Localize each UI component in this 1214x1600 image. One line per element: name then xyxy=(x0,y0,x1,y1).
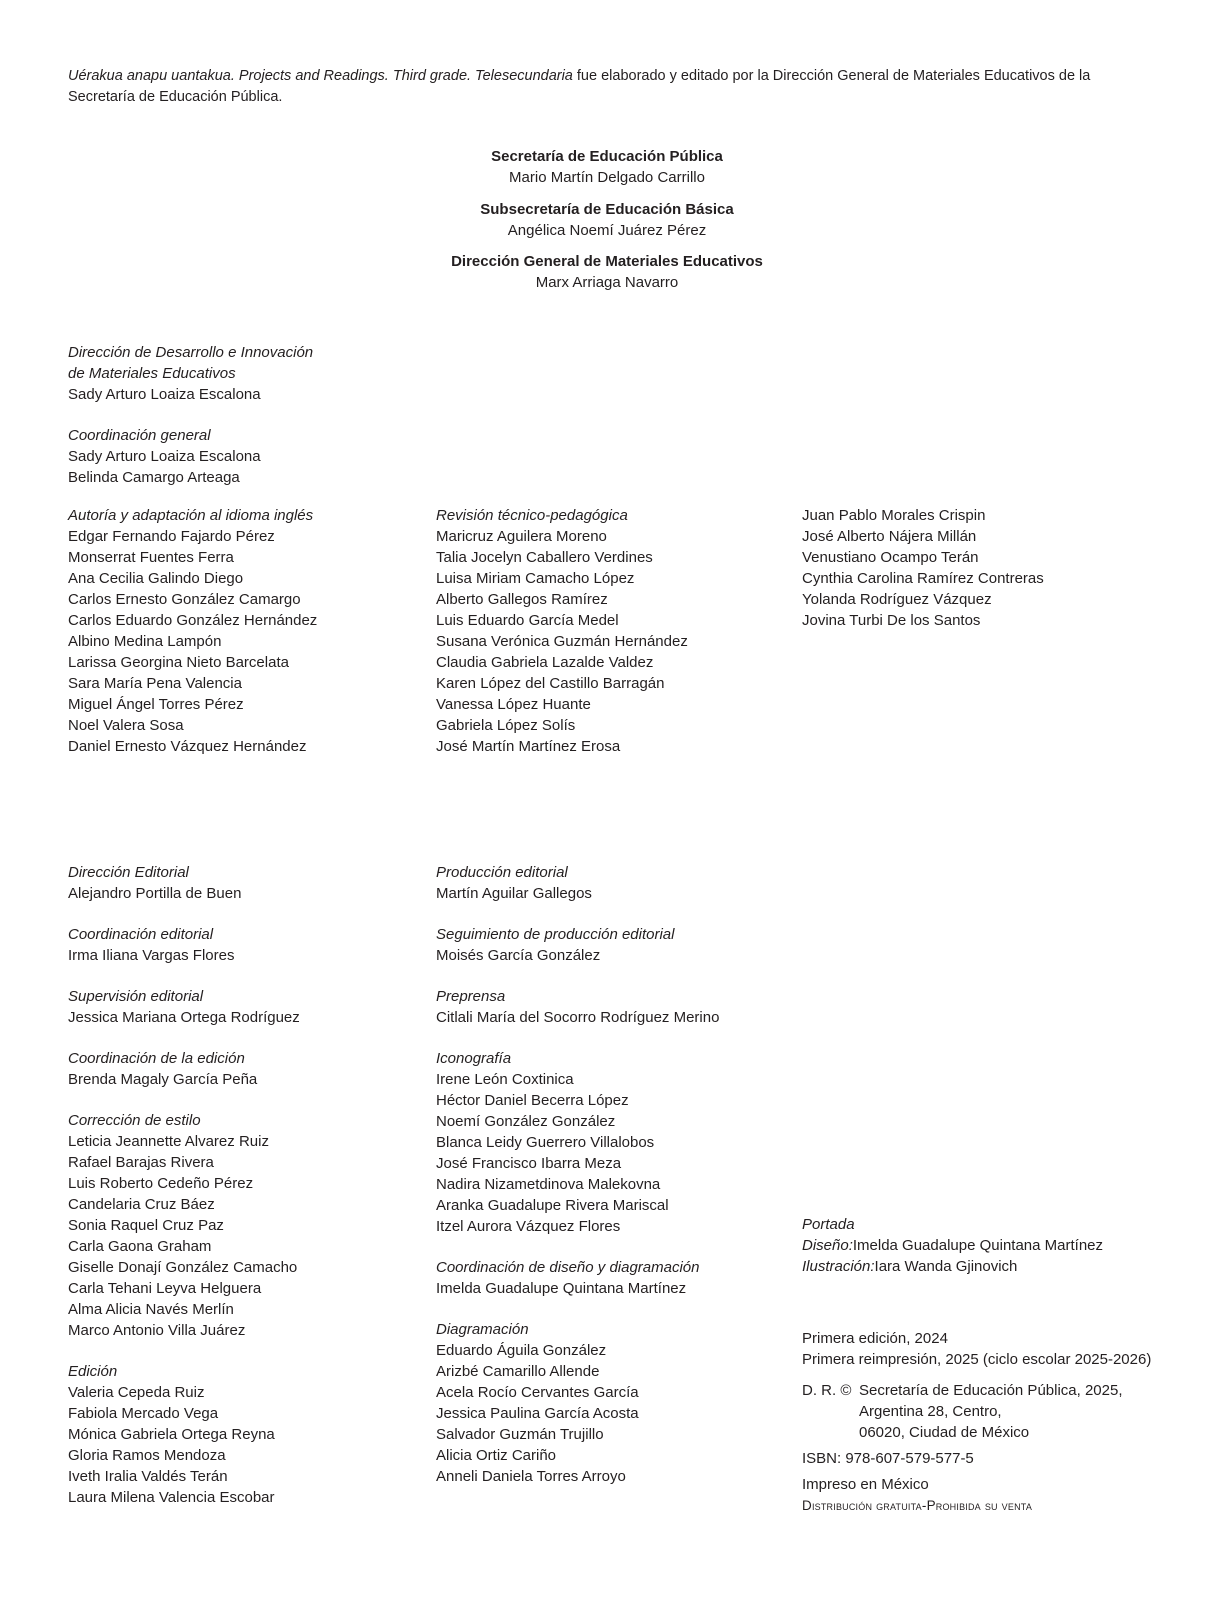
copyright-label: D. R. © xyxy=(802,1382,852,1399)
credit-name: Laura Milena Valencia Escobar xyxy=(68,1489,275,1506)
credit-label: Supervisión editorial xyxy=(68,988,204,1005)
credit-label: Coordinación general xyxy=(68,427,211,444)
credit-group xyxy=(68,862,418,904)
credit-name: Monserrat Fuentes Ferra xyxy=(68,549,234,566)
credit-group xyxy=(68,342,398,405)
credit-label: Diagramación xyxy=(436,1321,529,1338)
credit-name: Sady Arturo Loaiza Escalona xyxy=(68,386,261,403)
credit-label: Revisión técnico-pedagógica xyxy=(436,507,628,524)
credit-name: Anneli Daniela Torres Arroyo xyxy=(436,1468,626,1485)
credit-name: Eduardo Águila González xyxy=(436,1342,607,1359)
credit-label: Dirección de Desarrollo e Innovación xyxy=(68,344,314,361)
credit-label: de Materiales Educativos xyxy=(68,365,236,382)
credit-name: Giselle Donají González Camacho xyxy=(68,1259,298,1276)
credit-label: Coordinación editorial xyxy=(68,926,214,943)
credit-group xyxy=(68,1110,418,1341)
credit-name: Irma Iliana Vargas Flores xyxy=(68,947,235,964)
credit-name: Marco Antonio Villa Juárez xyxy=(68,1322,246,1339)
credit-name: Héctor Daniel Becerra López xyxy=(436,1092,629,1109)
credit-name: Moisés García González xyxy=(436,947,601,964)
credit-label: Dirección Editorial xyxy=(68,864,189,881)
book-title: Uérakua anapu uantakua. Projects and Readings. Third grade. Telesecundaria xyxy=(68,68,573,84)
credit-name: Vanessa López Huante xyxy=(436,696,591,713)
credit-name: Gabriela López Solís xyxy=(436,717,576,734)
credit-name: Alejandro Portilla de Buen xyxy=(68,885,242,902)
credit-name: Juan Pablo Morales Crispin xyxy=(802,507,986,524)
credit-name: Yolanda Rodríguez Vázquez xyxy=(802,591,992,608)
credit-group xyxy=(436,924,796,966)
reprint: Primera reimpresión, 2025 (ciclo escolar 2025-2026) xyxy=(802,1351,1152,1368)
credit-label: Seguimiento de producción editorial xyxy=(436,926,675,943)
edition-info xyxy=(802,1328,1182,1516)
credit-name: Arizbé Camarillo Allende xyxy=(436,1363,600,1380)
credit-name: Fabiola Mercado Vega xyxy=(68,1405,219,1422)
credit-name: Gloria Ramos Mendoza xyxy=(68,1447,226,1464)
copyright-line: Secretaría de Educación Pública, 2025, xyxy=(859,1382,1123,1399)
isbn: ISBN: 978-607-579-577-5 xyxy=(802,1450,974,1467)
credit-name: Cynthia Carolina Ramírez Contreras xyxy=(802,570,1044,587)
credit-name: Mónica Gabriela Ortega Reyna xyxy=(68,1426,275,1443)
top-left-credits xyxy=(68,342,398,508)
official-dgme xyxy=(0,251,1214,293)
credit-name: Albino Medina Lampón xyxy=(68,633,222,650)
cover-design xyxy=(802,1235,1182,1256)
copyright-block xyxy=(802,1380,1182,1443)
credit-label: Autoría y adaptación al idioma inglés xyxy=(68,507,314,524)
credit-name: Edgar Fernando Fajardo Pérez xyxy=(68,528,275,545)
review-column xyxy=(436,505,786,757)
editorial-column xyxy=(68,862,418,1528)
credit-group xyxy=(436,1048,796,1237)
credit-name: Sonia Raquel Cruz Paz xyxy=(68,1217,224,1234)
credit-name: Leticia Jeannette Alvarez Ruiz xyxy=(68,1133,269,1150)
credit-name: Jovina Turbi De los Santos xyxy=(802,612,981,629)
credit-name: Citlali María del Socorro Rodríguez Merino xyxy=(436,1009,720,1026)
official-heading: Subsecretaría de Educación Básica xyxy=(480,201,734,218)
credit-name: Larissa Georgina Nieto Barcelata xyxy=(68,654,289,671)
credit-label: Iconografía xyxy=(436,1050,512,1067)
intro-paragraph xyxy=(68,66,1148,108)
credit-name: José Francisco Ibarra Meza xyxy=(436,1155,622,1172)
distribution-notice: Distribución gratuita-Prohibida su venta xyxy=(802,1498,1033,1513)
intro-text: fue elaborado y editado por la Dirección General de Materiales Educativos de la Secretaría de Educación Pública. xyxy=(68,68,1091,105)
credit-name: Brenda Magaly García Peña xyxy=(68,1071,258,1088)
credit-name: Acela Rocío Cervantes García xyxy=(436,1384,639,1401)
credit-name: Iara Wanda Gjinovich xyxy=(874,1258,1018,1275)
copyright-line: Argentina 28, Centro, xyxy=(859,1403,1002,1420)
credit-group xyxy=(68,924,418,966)
printed-in: Impreso en México xyxy=(802,1476,929,1493)
credit-name: Luisa Miriam Camacho López xyxy=(436,570,635,587)
credit-name: Carlos Ernesto González Camargo xyxy=(68,591,301,608)
cover-credits xyxy=(802,1214,1182,1277)
credit-name: Noemí González González xyxy=(436,1113,616,1130)
credit-name: Martín Aguilar Gallegos xyxy=(436,885,592,902)
official-seb xyxy=(0,199,1214,241)
credit-name: Blanca Leidy Guerrero Villalobos xyxy=(436,1134,655,1151)
credit-name: Aranka Guadalupe Rivera Mariscal xyxy=(436,1197,669,1214)
credit-label: Corrección de estilo xyxy=(68,1112,201,1129)
credit-group xyxy=(68,1048,418,1090)
credit-name: Nadira Nizametdinova Malekovna xyxy=(436,1176,661,1193)
credit-label: Producción editorial xyxy=(436,864,568,881)
credit-name: Alicia Ortiz Cariño xyxy=(436,1447,557,1464)
credit-name: Susana Verónica Guzmán Hernández xyxy=(436,633,688,650)
credit-label: Coordinación de la edición xyxy=(68,1050,245,1067)
credit-name: Sady Arturo Loaiza Escalona xyxy=(68,448,261,465)
credit-label: Edición xyxy=(68,1363,118,1380)
credit-name: Talia Jocelyn Caballero Verdines xyxy=(436,549,653,566)
credit-name: Luis Roberto Cedeño Pérez xyxy=(68,1175,254,1192)
credit-name: Karen López del Castillo Barragán xyxy=(436,675,665,692)
official-name: Angélica Noemí Juárez Pérez xyxy=(507,222,707,239)
production-column xyxy=(436,862,796,1507)
credit-name: Jessica Mariana Ortega Rodríguez xyxy=(68,1009,300,1026)
credit-name: Noel Valera Sosa xyxy=(68,717,184,734)
credit-group xyxy=(436,1257,796,1299)
credit-name: Alma Alicia Navés Merlín xyxy=(68,1301,234,1318)
credit-group xyxy=(436,862,796,904)
credit-name: Jessica Paulina García Acosta xyxy=(436,1405,639,1422)
official-name: Marx Arriaga Navarro xyxy=(535,274,679,291)
credit-label: Diseño: xyxy=(802,1237,853,1254)
credit-name: José Martín Martínez Erosa xyxy=(436,738,621,755)
credit-group xyxy=(436,1319,796,1487)
credit-name: Ana Cecilia Galindo Diego xyxy=(68,570,244,587)
credit-name: Itzel Aurora Vázquez Flores xyxy=(436,1218,621,1235)
credit-name: Irene León Coxtinica xyxy=(436,1071,574,1088)
credit-label: Preprensa xyxy=(436,988,506,1005)
credit-name: Luis Eduardo García Medel xyxy=(436,612,619,629)
credit-name: Rafael Barajas Rivera xyxy=(68,1154,214,1171)
credit-label: Coordinación de diseño y diagramación xyxy=(436,1259,700,1276)
copyright-line: 06020, Ciudad de México xyxy=(859,1424,1030,1441)
credit-label: Ilustración: xyxy=(802,1258,875,1275)
credit-group xyxy=(68,425,398,488)
credit-name: Carla Tehani Leyva Helguera xyxy=(68,1280,262,1297)
credit-name: Alberto Gallegos Ramírez xyxy=(436,591,608,608)
credit-name: Venustiano Ocampo Terán xyxy=(802,549,979,566)
credit-name: Sara María Pena Valencia xyxy=(68,675,242,692)
credit-name: Carlos Eduardo González Hernández xyxy=(68,612,318,629)
credit-name: Carla Gaona Graham xyxy=(68,1238,212,1255)
credit-name: Imelda Guadalupe Quintana Martínez xyxy=(436,1280,687,1297)
copyright-holder xyxy=(859,1380,1123,1443)
credit-name: Miguel Ángel Torres Pérez xyxy=(68,696,244,713)
review-continued-column xyxy=(802,505,1172,631)
credit-label: Portada xyxy=(802,1216,855,1233)
credit-group xyxy=(68,986,418,1028)
credit-group xyxy=(68,1361,418,1508)
authors-column xyxy=(68,505,418,757)
credit-name: Valeria Cepeda Ruiz xyxy=(68,1384,205,1401)
credit-name: José Alberto Nájera Millán xyxy=(802,528,977,545)
credit-group xyxy=(436,986,796,1028)
official-name: Mario Martín Delgado Carrillo xyxy=(509,169,705,186)
credit-name: Salvador Guzmán Trujillo xyxy=(436,1426,604,1443)
credit-name: Iveth Iralia Valdés Terán xyxy=(68,1468,228,1485)
official-heading: Secretaría de Educación Pública xyxy=(491,148,723,165)
credit-name: Claudia Gabriela Lazalde Valdez xyxy=(436,654,654,671)
official-heading: Dirección General de Materiales Educativos xyxy=(451,253,763,270)
credit-name: Maricruz Aguilera Moreno xyxy=(436,528,607,545)
credit-name: Belinda Camargo Arteaga xyxy=(68,469,240,486)
credit-name: Imelda Guadalupe Quintana Martínez xyxy=(852,1237,1104,1254)
credit-name: Candelaria Cruz Báez xyxy=(68,1196,215,1213)
cover-illustration xyxy=(802,1256,1182,1277)
credit-name: Daniel Ernesto Vázquez Hernández xyxy=(68,738,307,755)
first-edition: Primera edición, 2024 xyxy=(802,1330,948,1347)
official-sep xyxy=(0,146,1214,188)
